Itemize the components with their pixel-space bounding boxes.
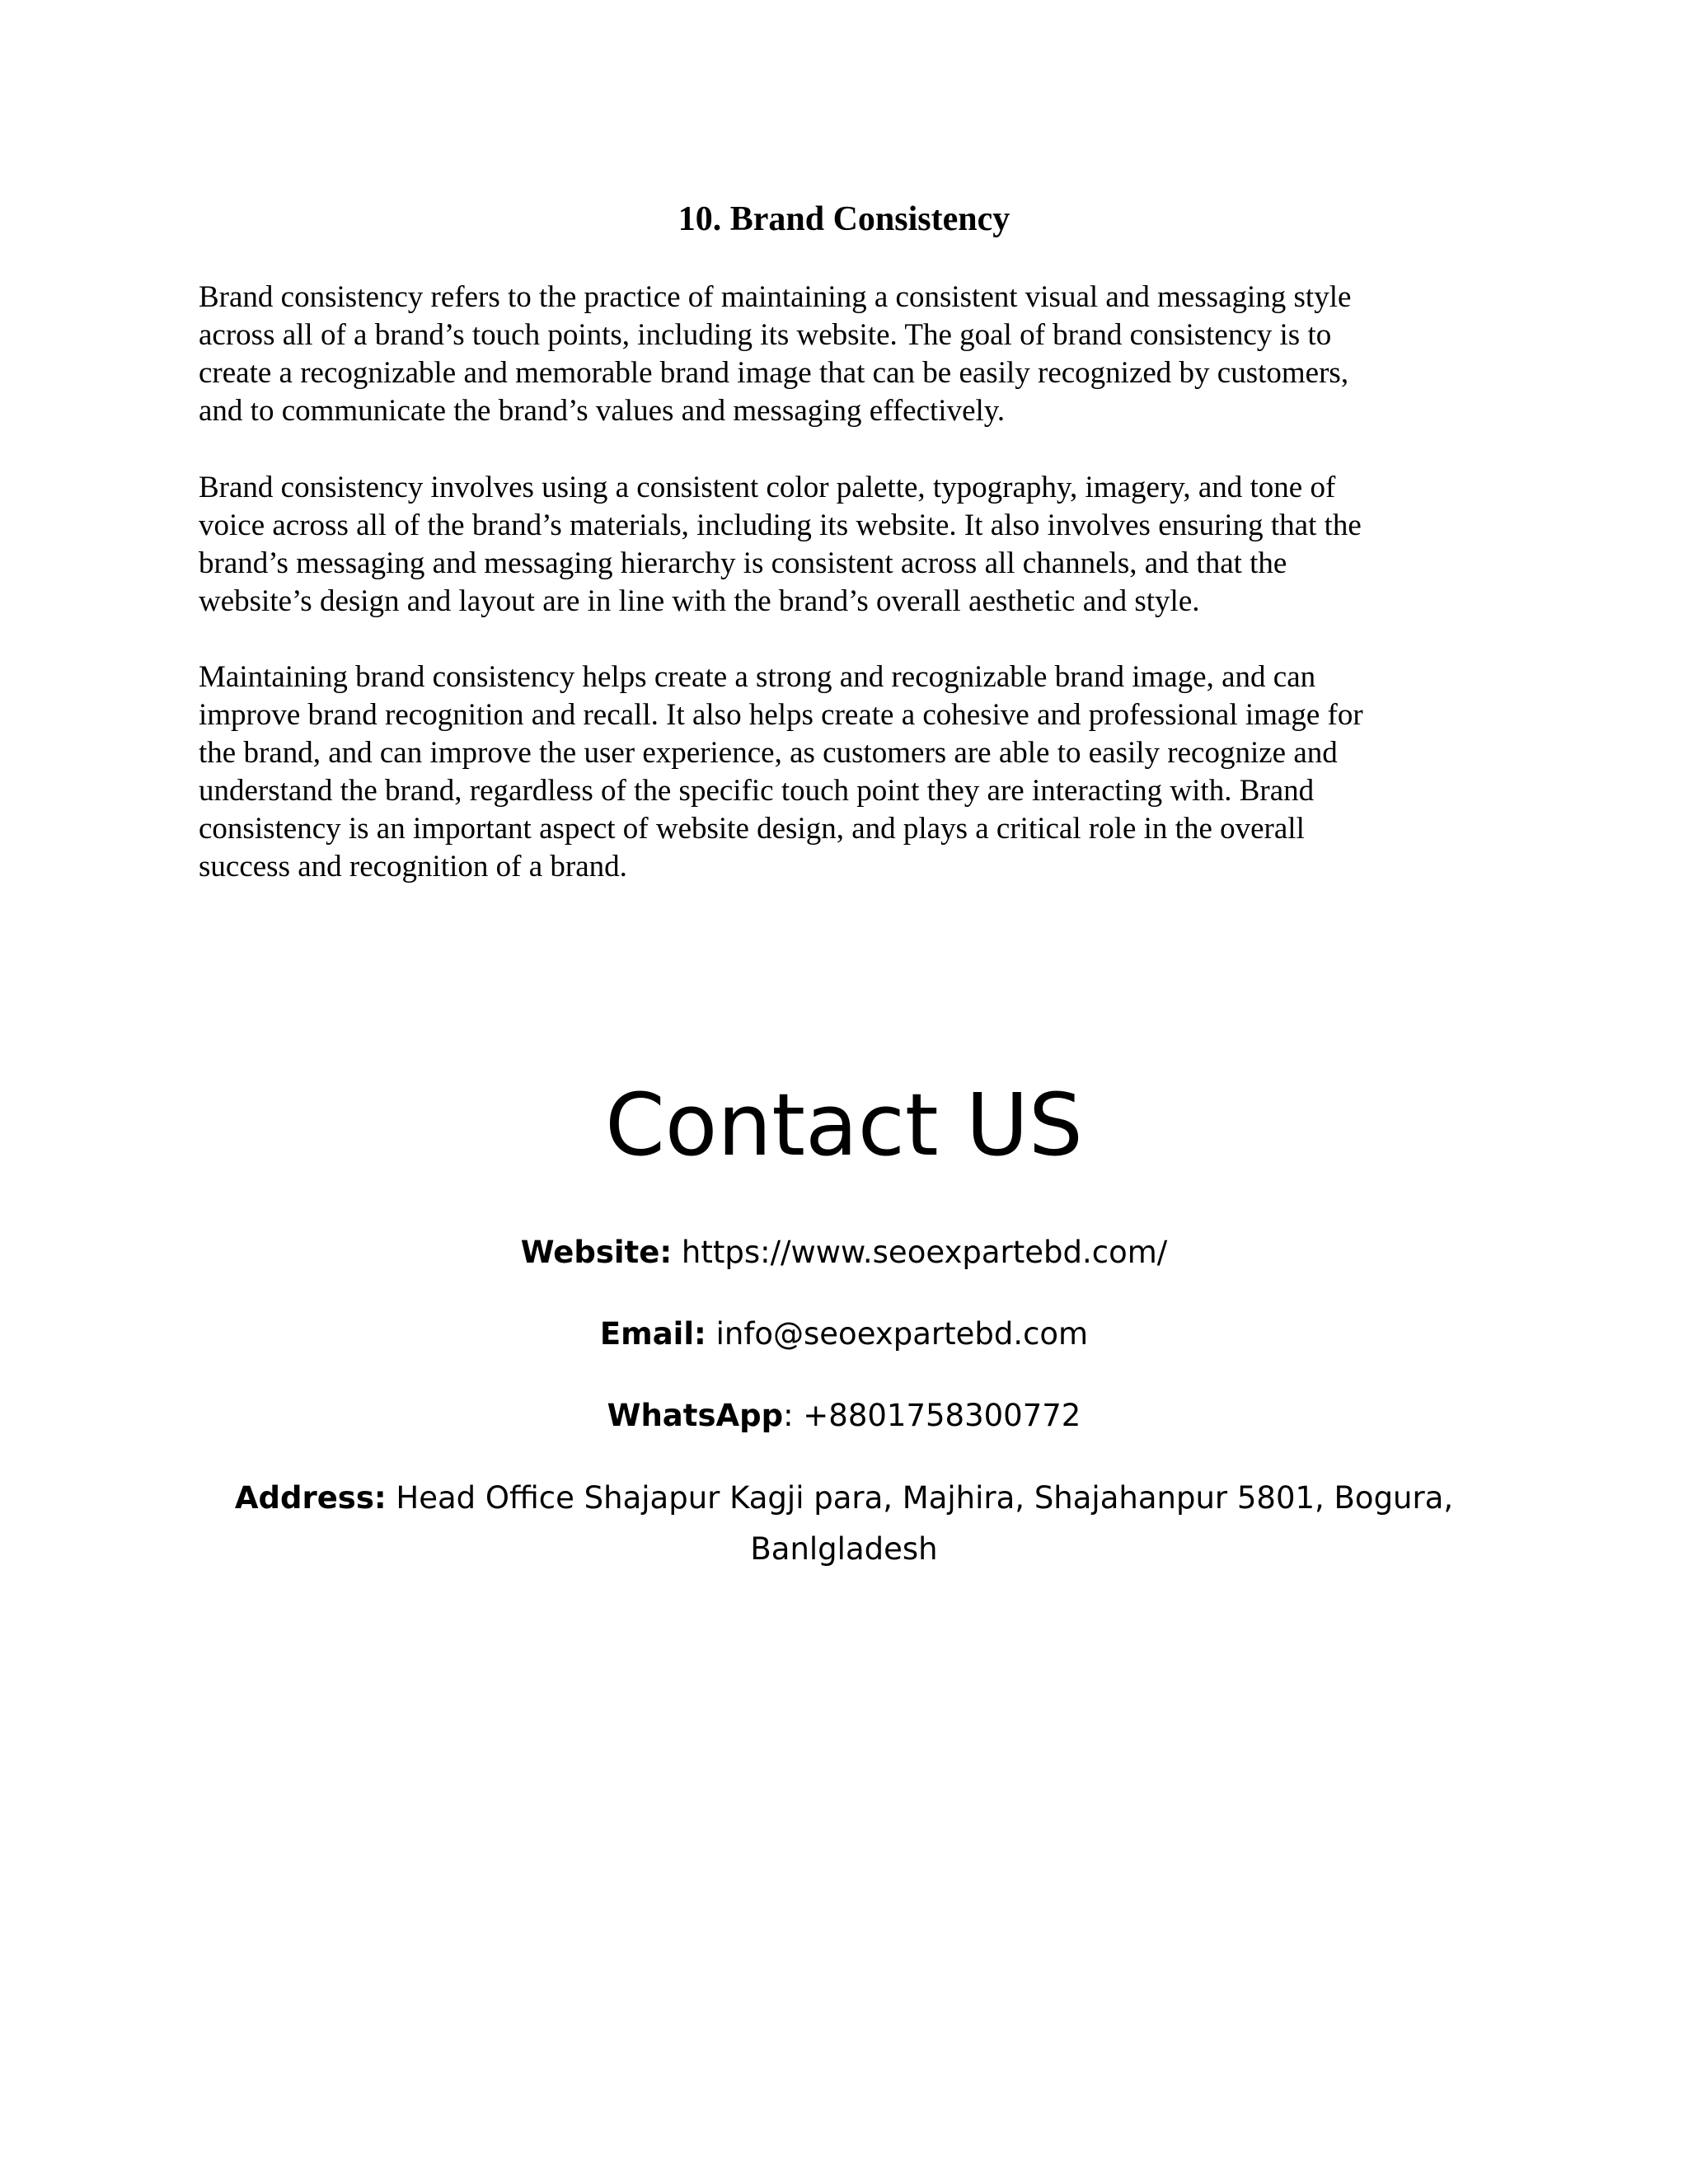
paragraph-line: brand’s messaging and messaging hierarchy is consistent across all channels, and that the [199,546,1287,580]
paragraph-brand-elements [199,469,1501,621]
website-label: Website: [520,1235,673,1270]
paragraph-line: improve brand recognition and recall. It also helps create a cohesive and professional image for [199,698,1363,732]
paragraph-line: and to communicate the brand’s values and messaging effectively. [199,394,1006,428]
email-link[interactable]: info@seoexpartebd.com [706,1316,1089,1352]
contact-website [0,1228,1688,1277]
paragraph-brand-definition [199,279,1501,430]
address-value: Head Office Shajapur Kagji para, Majhira, Shajahanpur 5801, Bogura, [386,1480,1454,1516]
whatsapp-number: : +8801758300772 [783,1398,1081,1433]
address-label: Address: [234,1480,387,1516]
paragraph-line: Maintaining brand consistency helps create a strong and recognizable brand image, and can [199,660,1316,694]
paragraph-brand-benefits [199,658,1501,886]
section-title: 10. Brand Consistency [678,200,1010,238]
paragraph-line: website’s design and layout are in line with the brand’s overall aesthetic and style. [199,584,1200,618]
whatsapp-label: WhatsApp [607,1398,784,1433]
email-label: Email: [599,1316,706,1352]
paragraph-line: Brand consistency refers to the practice of maintaining a consistent visual and messaging style [199,280,1352,314]
paragraph-line: create a recognizable and memorable brand image that can be easily recognized by customers, [199,356,1349,390]
address-line-2: Banlgladesh [750,1531,938,1567]
address-line-1 [0,1473,1688,1524]
paragraph-line: across all of a brand’s touch points, including its website. The goal of brand consistency is to [199,318,1332,352]
website-link[interactable]: https://www.seoexpartebd.com/ [672,1235,1168,1270]
paragraph-line: voice across all of the brand’s materials, including its website. It also involves ensuring that the [199,509,1362,542]
paragraph-line: consistency is an important aspect of website design, and plays a critical role in the overall [199,812,1305,846]
paragraph-line: Brand consistency involves using a consistent color palette, typography, imagery, and tone of [199,471,1336,504]
contact-address [0,1473,1688,1575]
contact-whatsapp [0,1391,1688,1441]
contact-email [0,1310,1688,1359]
paragraph-line: the brand, and can improve the user experience, as customers are able to easily recognize and [199,736,1338,770]
paragraph-line: understand the brand, regardless of the specific touch point they are interacting with. Brand [199,774,1315,808]
contact-heading: Contact US [605,1075,1083,1175]
paragraph-line: success and recognition of a brand. [199,850,627,883]
